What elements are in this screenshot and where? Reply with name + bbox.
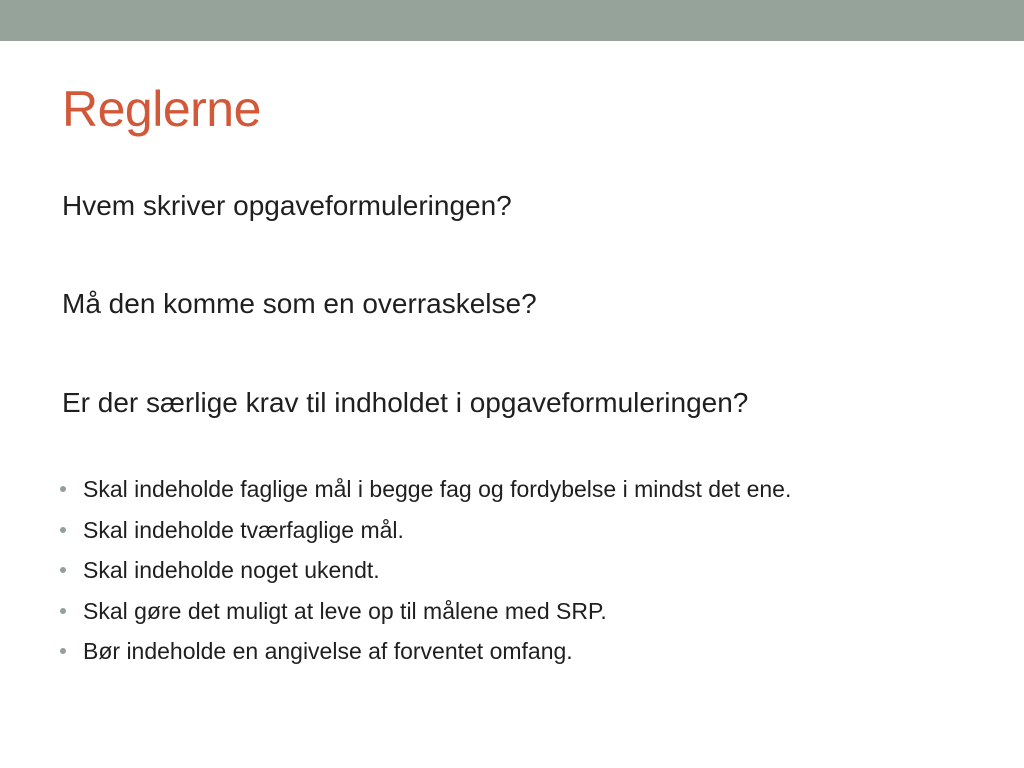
list-item-text: Skal indeholde noget ukendt. (83, 557, 380, 583)
list-item-text: Skal indeholde faglige mål i begge fag og fordybelse i mindst det ene. (83, 476, 792, 502)
list-item-text: Bør indeholde en angivelse af forventet omfang. (83, 638, 573, 664)
bullet-icon (60, 486, 66, 492)
question-1: Hvem skriver opgaveformuleringen? (62, 190, 512, 221)
bullet-icon (60, 608, 66, 614)
slide-title: Reglerne (62, 81, 261, 137)
question-3: Er der særlige krav til indholdet i opgaveformuleringen? (62, 387, 749, 418)
question-2: Må den komme som en overraskelse? (62, 288, 537, 319)
bullet-icon (60, 527, 66, 533)
list-item-text: Skal indeholde tværfaglige mål. (83, 516, 404, 543)
bullet-icon (60, 648, 66, 654)
bullet-icon (60, 567, 66, 573)
list-item-text: Skal gøre det muligt at leve op til målene med SRP. (83, 597, 607, 624)
top-accent-bar (0, 0, 1024, 41)
